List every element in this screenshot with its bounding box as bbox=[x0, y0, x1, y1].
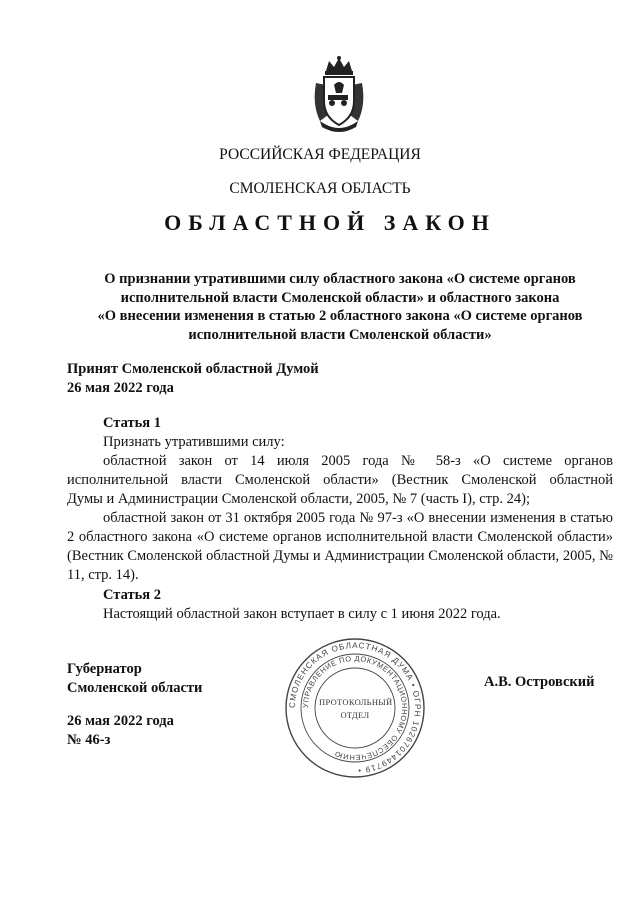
country-heading: РОССИЙСКАЯ ФЕДЕРАЦИЯ bbox=[219, 146, 421, 163]
adoption-info bbox=[67, 360, 319, 398]
document-type-title: ОБЛАСТНОЙ ЗАКОН bbox=[164, 210, 496, 235]
article-1-p1-line: Думы и Администрации Смоленской области, 2005, № 7 (часть I), стр. 24); bbox=[67, 491, 531, 507]
article-2 bbox=[67, 586, 613, 624]
article-1-p2: областной закон от 31 октября 2005 года № 97-з «О внесении изменения в статью 2 областного закона «О системе органов исполнительной власти Смоленской области» (Вестник Смоленской областной Думы и Администрации Смоленской области, 2005, № 11, стр. 14). bbox=[67, 510, 613, 583]
adopted-by: Принят Смоленской областной Думой bbox=[67, 361, 319, 377]
stamp-inner-ring-text: УПРАВЛЕНИЕ ПО ДОКУМЕНТАЦИОННОМУ ОБЕСПЕЧЕНИЮ bbox=[300, 653, 410, 763]
adopted-date: 26 мая 2022 года bbox=[67, 380, 174, 396]
law-subject bbox=[80, 270, 600, 344]
subject-line: «О внесении изменения в статью 2 областного закона «О системе органов bbox=[97, 308, 583, 324]
article-2-text: Настоящий областной закон вступает в силу с 1 июня 2022 года. bbox=[103, 606, 501, 622]
signature-block bbox=[67, 712, 174, 750]
governor-region: Смоленской области bbox=[67, 680, 203, 696]
law-number: № 46-з bbox=[67, 732, 111, 748]
article-1-p1-line: исполнительной власти Смоленской области» (Вестник Смоленской областной bbox=[67, 472, 613, 488]
article-1-heading: Статья 1 bbox=[103, 415, 161, 431]
subject-line: исполнительной власти Смоленской области» и областного закона bbox=[120, 289, 560, 306]
governor-position: Губернатор bbox=[67, 661, 142, 677]
signature-date: 26 мая 2022 года bbox=[67, 713, 174, 729]
article-1-p1-line: областной закон от 14 июля 2005 года № 58-з «О системе органов bbox=[103, 453, 613, 469]
subject-line: исполнительной власти Смоленской области» bbox=[188, 326, 492, 343]
stamp-center-line: ПРОТОКОЛЬНЫЙ bbox=[319, 697, 393, 707]
coat-of-arms-emblem bbox=[310, 55, 368, 135]
subject-line: О признании утратившими силу областного закона «О системе органов bbox=[104, 271, 576, 287]
region-heading: СМОЛЕНСКАЯ ОБЛАСТЬ bbox=[229, 180, 411, 197]
stamp-center-text bbox=[319, 696, 391, 722]
governor-title bbox=[67, 660, 202, 698]
article-1-intro: Признать утратившими силу: bbox=[103, 434, 285, 450]
article-1 bbox=[67, 414, 613, 585]
signer-name: А.В. Островский bbox=[484, 674, 595, 690]
article-2-heading: Статья 2 bbox=[103, 587, 161, 603]
stamp-outer-ring-text: СМОЛЕНСКАЯ ОБЛАСТНАЯ ДУМА • ОГРН 1026701449719 • bbox=[287, 640, 423, 775]
stamp-center-line: ОТДЕЛ bbox=[340, 710, 370, 720]
